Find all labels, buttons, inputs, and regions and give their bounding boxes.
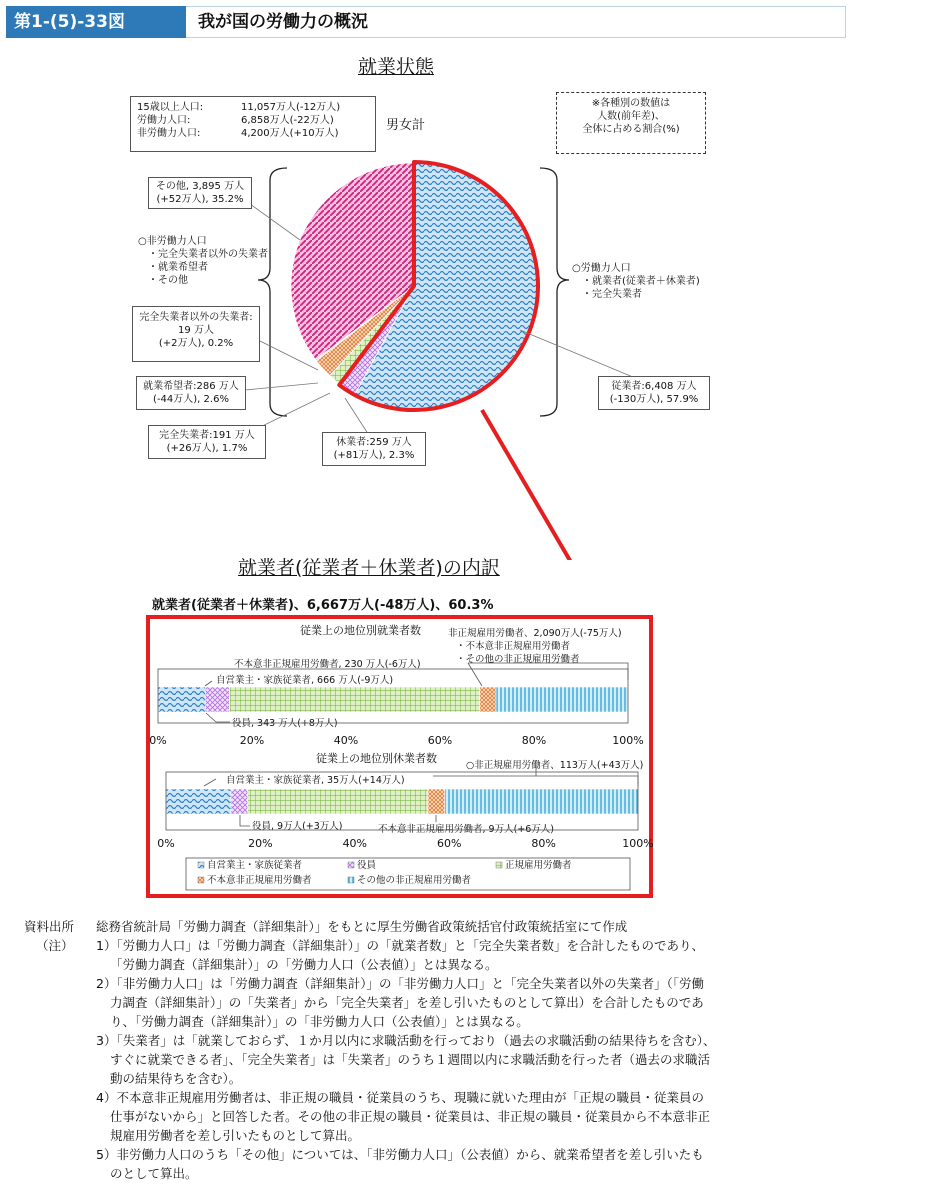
summary-value: 6,858万人(-22万人) xyxy=(241,115,334,126)
legend-label: 役員 xyxy=(357,860,377,871)
legend-swatch xyxy=(348,877,354,883)
slice-label-line: (+26万人), 1.7% xyxy=(166,443,248,454)
bar2-label-involuntary: 不本意非正規雇用労働者, 9万人(+6万人) xyxy=(378,824,555,835)
bar2-title: 従業上の地位別休業者数 xyxy=(316,752,437,765)
bar1-label-officers: 役員, 343 万人(+8万人) xyxy=(232,718,338,729)
slice-label-line: (+2万人), 0.2% xyxy=(158,338,234,349)
bar2-tick-label: 60% xyxy=(436,837,462,850)
bar1-title: 従業上の地位別就業者数 xyxy=(300,624,421,637)
bar1-ticks xyxy=(149,734,643,747)
group-line: ・完全失業者 xyxy=(582,289,642,300)
figure-label: 第1-(5)-33図 xyxy=(6,6,186,38)
breakdown-heading: 就業者(従業者＋休業者)の内訳 xyxy=(238,557,500,579)
slice-label-line: 従業者:6,408 万人 xyxy=(611,381,697,392)
bar2-segment-officers xyxy=(231,789,248,814)
note-line: 仕事がないから」と回答した者。その他の非正規の職員・従業員は、非正規の職員・従業員から不本意非正 xyxy=(110,1109,711,1124)
bar2-ticks xyxy=(157,837,653,850)
note-line: 規雇用労働者を差し引いたものとして算出。 xyxy=(110,1128,361,1143)
group-line: ・就業者(従業者＋休業者) xyxy=(582,276,700,287)
group-line: ○非労働力人口 xyxy=(138,236,207,247)
bar-label: ・その他の非正規雇用労働者 xyxy=(456,654,580,665)
legend-label: 自営業主・家族従業者 xyxy=(207,860,303,871)
legend-swatch xyxy=(348,862,354,868)
note-line: 1）「労働力人口」は「労働力調査（詳細集計）」の「就業者数」と「完全失業者数」を合計したものであり、 xyxy=(96,938,704,953)
source-text: 総務省統計局「労働力調査（詳細集計）」をもとに厚生労働省政策統括官付政策統括室にて作成 xyxy=(96,919,628,934)
source-label: 資料出所 xyxy=(24,919,75,934)
bar1-segment-officers xyxy=(205,687,229,712)
slice-label-line: 休業者:259 万人 xyxy=(336,437,412,448)
bar2-label-irregular-total: ○非正規雇用労働者、113万人(+43万人) xyxy=(466,760,644,771)
slice-label-line: 19 万人 xyxy=(178,325,214,336)
bar2-tick-label: 40% xyxy=(342,837,368,850)
summary-label: 労働力人口: xyxy=(137,115,191,126)
bar2-label-officers: 役員, 9万人(+3万人) xyxy=(252,821,343,832)
note-line: 力調査（詳細集計）」の「失業者」から「完全失業者」を差し引いたものとして算出）を合計したものであ xyxy=(110,995,704,1010)
bar2-segment-involuntary xyxy=(428,789,445,814)
note-label: （注） xyxy=(36,938,74,953)
summary-label: 非労働力人口: xyxy=(137,128,201,139)
note-line: すぐに就業できる者」、「完全失業者」は「失業者」のうち１週間以内に求職活動を行った者（過去の求職活 xyxy=(110,1052,711,1067)
bar2-segment-regular xyxy=(248,789,428,814)
bar1-segment-involuntary xyxy=(480,687,496,712)
bar1-tick-label: 80% xyxy=(521,734,547,747)
legend-swatch xyxy=(198,862,204,868)
legend-label: 不本意非正規雇用労働者 xyxy=(207,875,312,886)
bar2-segment-self-employed xyxy=(166,789,231,814)
group-line: ・完全失業者以外の失業者 xyxy=(148,249,268,260)
bar1-segment-self-employed xyxy=(158,687,205,712)
bar1-tick-label: 40% xyxy=(333,734,359,747)
legend-swatch xyxy=(198,877,204,883)
notes-section xyxy=(0,918,933,1198)
bar1-segment-regular xyxy=(230,687,480,712)
note-line: 5）非労働力人口のうち「その他」については、「非労働力人口」（公表値）から、就業希望者を差し引いたも xyxy=(96,1147,704,1162)
note-line: 人数(前年差)、 xyxy=(597,111,665,122)
note-line: ※各種別の数値は xyxy=(591,98,671,109)
group-line: ・その他 xyxy=(148,275,188,286)
bar-label: ・不本意非正規雇用労働者 xyxy=(456,641,571,652)
bar1-segments xyxy=(158,687,628,712)
note-line: 4）不本意非正規雇用労働者は、非正規の職員・従業員のうち、現職に就いた理由が「正規の職員・従業員の xyxy=(96,1090,704,1105)
legend-swatch xyxy=(496,862,502,868)
bar2-tick-label: 100% xyxy=(622,837,654,850)
slice-label-line: 就業希望者:286 万人 xyxy=(143,381,239,392)
slice-label-line: 完全失業者以外の失業者: xyxy=(139,312,253,323)
legend-label: その他の非正規雇用労働者 xyxy=(357,875,472,886)
note-line: 「労働力調査（詳細集計）」の「労働力人口（公表値）」とは異なる。 xyxy=(110,957,498,972)
summary-value: 4,200万人(+10万人) xyxy=(241,128,339,139)
group-line: ○労働力人口 xyxy=(572,263,631,274)
bar1-tick-label: 0% xyxy=(149,734,167,747)
note-line: 2）「非労働力人口」は「労働力調査（詳細集計）」の「非労働力人口」と「完全失業者以外の失業者」（「労働 xyxy=(96,976,704,991)
bar2-segments xyxy=(166,789,638,814)
note-line: 全体に占める割合(%) xyxy=(582,124,680,135)
bar2-segment-other-irregular xyxy=(445,789,638,814)
note-line: 3）「失業者」は「就業しておらず、１か月以内に求職活動を行っており（過去の求職活動の結果待ちを含む）、 xyxy=(96,1033,716,1048)
bar-label: 非正規雇用労働者、2,090万人(-75万人) xyxy=(448,628,622,639)
bar2-label-self-employed: 自営業主・家族従業者, 35万人(+14万人) xyxy=(226,775,405,786)
legend-label: 正規雇用労働者 xyxy=(505,860,572,871)
bar1-label-involuntary: 不本意非正規雇用労働者, 230 万人(-6万人) xyxy=(234,659,421,670)
bar1-label-self-employed: 自営業主・家族従業者, 666 万人(-9万人) xyxy=(216,675,394,686)
pie-subtitle: 男女計 xyxy=(386,118,426,133)
bar2-tick-label: 20% xyxy=(248,837,273,850)
bar2-tick-label: 80% xyxy=(531,837,556,850)
summary-label: 15歳以上人口: xyxy=(137,102,204,113)
summary-value: 11,057万人(-12万人) xyxy=(241,102,341,113)
note-line: り、「労働力調査（詳細集計）」の「非労働力人口（公表値）」とは異なる。 xyxy=(110,1014,529,1029)
bar1-tick-label: 100% xyxy=(612,734,644,747)
slice-label-line: (-130万人), 57.9% xyxy=(609,394,699,405)
slice-label-line: (+81万人), 2.3% xyxy=(333,450,415,461)
group-line: ・就業希望者 xyxy=(148,262,208,273)
slice-label-line: その他, 3,895 万人 xyxy=(155,181,245,192)
bar1-segment-other-irregular xyxy=(496,687,628,712)
pie-title: 就業状態 xyxy=(358,56,435,78)
slice-label-line: (-44万人), 2.6% xyxy=(153,394,229,405)
note-line: のとして算出。 xyxy=(110,1166,198,1181)
slice-label-line: (+52万人), 35.2% xyxy=(156,194,244,205)
breakdown-summary: 就業者(従業者＋休業者)、6,667万人(-48万人)、60.3% xyxy=(152,598,494,613)
bar1-tick-label: 20% xyxy=(239,734,265,747)
note-line: 動の結果待ちを含む）。 xyxy=(110,1071,242,1086)
bar1-tick-label: 60% xyxy=(427,734,453,747)
bar2-tick-label: 0% xyxy=(157,837,175,850)
figure-title: 我が国の労働力の概況 xyxy=(198,12,368,32)
slice-label-line: 完全失業者:191 万人 xyxy=(159,430,255,441)
